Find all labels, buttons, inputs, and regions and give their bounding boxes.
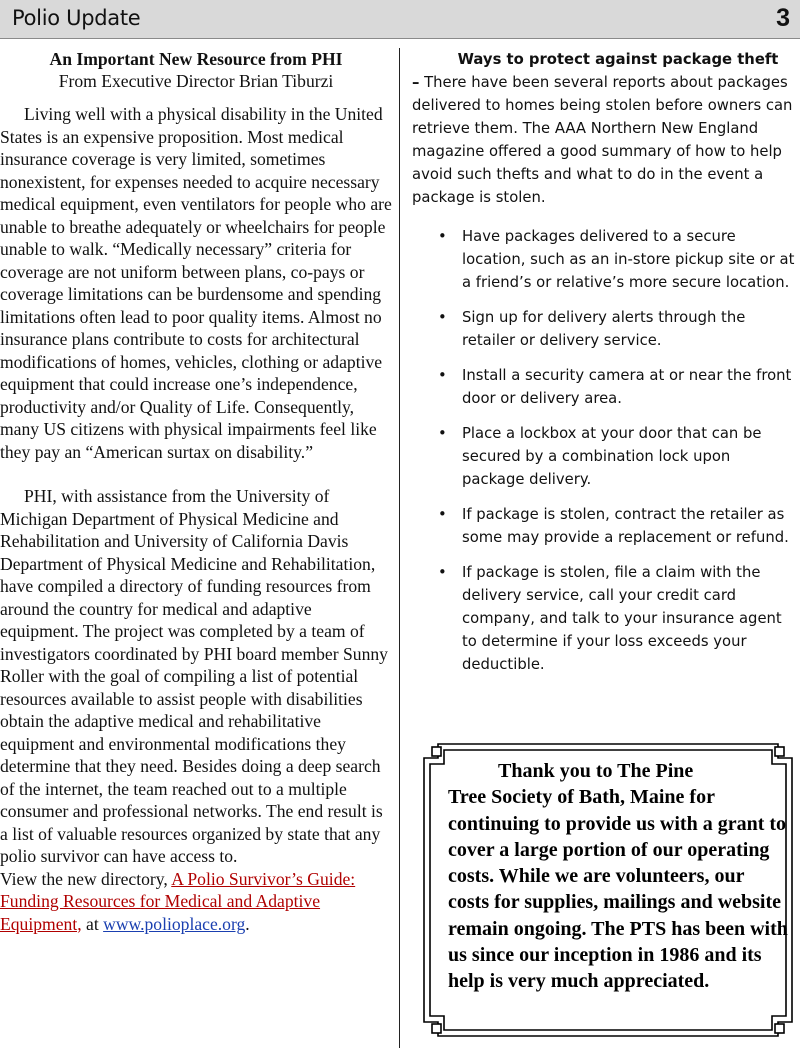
intro-text: There have been several reports about packages delivered to homes being stolen before owners can retrieve them. The AAA Northern New England magazine offered a good summary of how to help avoid such thefts and what to do in the event a package is stolen.	[412, 74, 793, 206]
list-item	[412, 422, 796, 491]
left-article	[0, 48, 392, 935]
directory-prefix: View the new directory,	[0, 868, 172, 889]
thank-you-body: Tree Society of Bath, Maine for continuing to provide us with a grant to cover a large portion of our operating costs. While we are volunteers, our costs for supplies, mailings and website remain ongoing. The PTS has been with us since our inception in 1986 and its help is very much appreciated.	[448, 786, 788, 993]
article-title: An Important New Resource from PHI	[49, 49, 343, 69]
theft-intro	[412, 71, 796, 209]
thank-you-box	[422, 742, 794, 1038]
theft-heading: Ways to protect against package theft	[457, 51, 779, 68]
list-item	[412, 503, 796, 549]
page-header	[0, 0, 800, 39]
right-article	[412, 48, 796, 688]
article-paragraph-2: PHI, with assistance from the University of Michigan Department of Physical Medicine and Rehabilitation and University of California Davis Department of Physical Medicine and Rehabilitation, have compiled a directory of funding resources from around the country for medical and adaptive equipment. The project was completed by a team of investigators coordinated by PHI board member Sunny Roller with the goal of compiling a list of potential resources available to assist people with disabilities obtain the adaptive medical and rehabilitative equipment and environmental modifications they determine that they need. Besides doing a deep search of the internet, the team reached out to a multiple consumer and professional networks. The end result is a list of valuable resources organized by state that any polio survivor can have access to.	[0, 486, 388, 866]
directory-line	[0, 868, 392, 936]
tip-text: Place a lockbox at your door that can be secured by a combination lock upon package delivery.	[462, 425, 762, 488]
page-number: 3	[776, 4, 790, 32]
guide-link[interactable]: A Polio Survivor’s Guide: Funding Resources for Medical and Adaptive Equipment,	[0, 868, 356, 934]
theft-tips-list	[412, 225, 796, 676]
bullet-icon: •	[438, 425, 447, 442]
article-byline: From Executive Director Brian Tiburzi	[58, 71, 334, 91]
thank-you-text	[448, 758, 788, 995]
article-paragraph-1: Living well with a physical disability in the United States is an expensive proposition. Most medical insurance coverage is very limited, sometimes nonexistent, for expenses needed to acquire necessary medical equipment, even ventilators for people who are unable to breathe adequately or wheelchairs for people unable to walk. “Medically necessary” criteria for coverage are not uniform between plans, co-pays or coverage limitations can be burdensome and spending limitations often lead to poor quality items. Almost no insurance plans contribute to costs for architectural modifications of homes, vehicles, clothing or adaptive equipment that could increase one’s independence, productivity and/or Quality of Life. Consequently, many US citizens with physical impairments feel like they pay an “American surtax on disability.”	[0, 104, 392, 462]
bullet-icon: •	[438, 309, 447, 326]
thank-you-first-line: Thank you to The Pine	[498, 760, 694, 782]
list-item	[412, 306, 796, 352]
bullet-icon: •	[438, 506, 447, 523]
list-item	[412, 225, 796, 294]
tip-text: Install a security camera at or near the front door or delivery area.	[462, 367, 792, 407]
tip-text: Have packages delivered to a secure location, such as an in-store pickup site or at a friend’s or relative’s more secure location.	[462, 228, 795, 291]
polioplace-link[interactable]: www.polioplace.org	[103, 913, 246, 934]
intro-dash: –	[412, 74, 420, 91]
tip-text: If package is stolen, contract the retailer as some may provide a replacement or refund.	[462, 506, 789, 546]
bullet-icon: •	[438, 367, 447, 384]
column-divider	[399, 48, 400, 1048]
list-item	[412, 561, 796, 676]
list-item	[412, 364, 796, 410]
newsletter-title: Polio Update	[12, 6, 141, 30]
bullet-icon: •	[438, 228, 447, 245]
bullet-icon: •	[438, 564, 447, 581]
tip-text: If package is stolen, file a claim with the delivery service, call your credit card company, and talk to your insurance agent to determine if your loss exceeds your deductible.	[462, 564, 782, 673]
directory-suffix: .	[245, 913, 250, 934]
tip-text: Sign up for delivery alerts through the retailer or delivery service.	[462, 309, 746, 349]
directory-middle: at	[81, 913, 104, 934]
